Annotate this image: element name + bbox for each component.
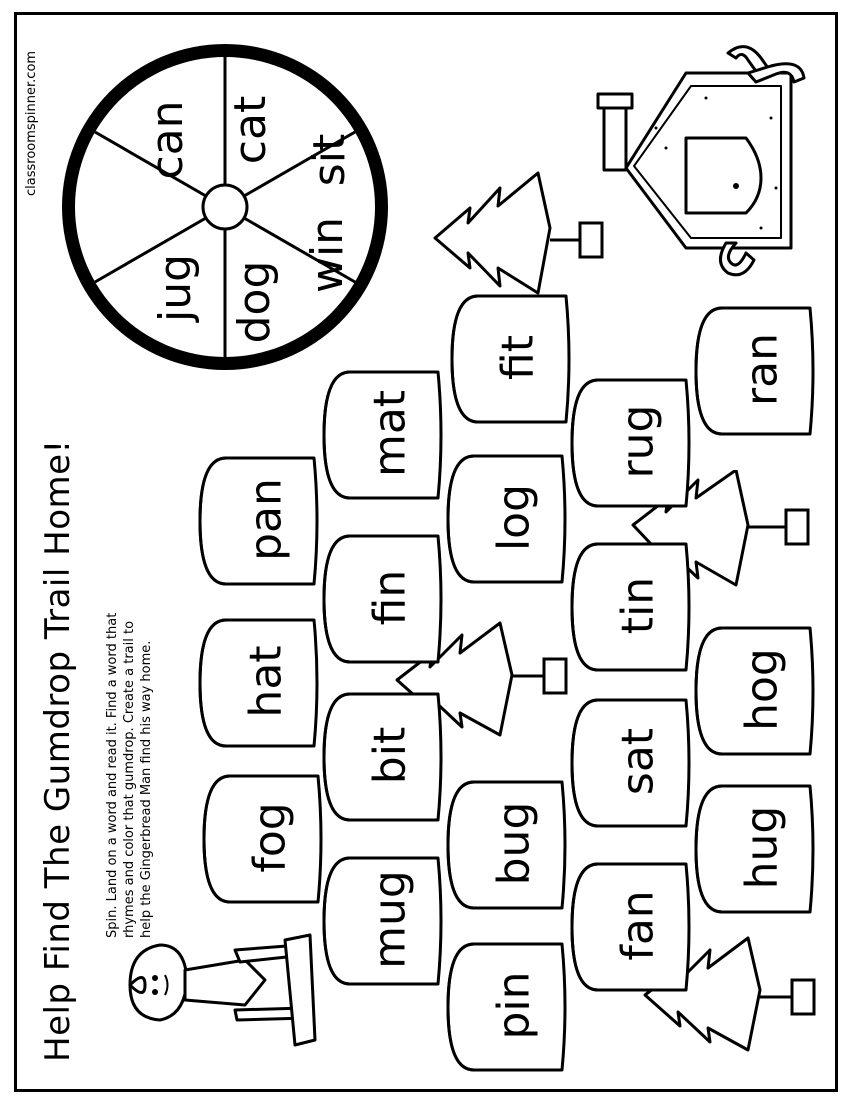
gumdrop-ran[interactable]	[692, 302, 817, 440]
gingerbread-man-sled-icon	[125, 930, 320, 1050]
gumdrop-word: pin	[488, 971, 540, 1040]
gumdrop-hat[interactable]	[196, 614, 321, 752]
gumdrop-word: fog	[244, 802, 296, 873]
gumdrop-tin[interactable]	[568, 538, 693, 676]
gumdrop-fog[interactable]	[200, 770, 325, 908]
site-credit: classroomspinner.com	[24, 50, 39, 196]
gumdrop-fin[interactable]	[320, 530, 445, 668]
gumdrop-word: mug	[364, 870, 416, 969]
spinner-word-sit: sit	[304, 133, 355, 187]
gumdrop-word: mat	[364, 389, 416, 478]
gingerbread-house-icon	[596, 38, 811, 283]
gumdrop-word: rug	[612, 404, 664, 479]
gumdrop-fit[interactable]	[448, 290, 573, 428]
gumdrop-sat[interactable]	[568, 694, 693, 832]
gumdrop-word: ran	[736, 333, 788, 406]
spinner-word-win: win	[302, 216, 353, 294]
gumdrop-word: log	[488, 483, 540, 552]
christmas-tree-icon	[430, 168, 620, 298]
gumdrop-word: tin	[612, 576, 664, 635]
gumdrop-word: hat	[240, 645, 292, 718]
gumdrop-hog[interactable]	[692, 622, 817, 760]
gumdrop-fan[interactable]	[568, 858, 693, 996]
spinner-word-can: can	[142, 100, 193, 180]
gumdrop-word: hog	[736, 648, 788, 731]
gumdrop-mug[interactable]	[320, 852, 445, 990]
gumdrop-hug[interactable]	[692, 780, 817, 918]
gumdrop-word: bit	[364, 726, 416, 785]
gumdrop-word: hug	[736, 805, 788, 890]
gumdrop-log[interactable]	[444, 450, 569, 588]
word-spinner[interactable]	[60, 40, 400, 380]
gumdrop-pin[interactable]	[444, 938, 569, 1076]
gumdrop-word: fin	[364, 569, 416, 626]
spinner-word-jug: jug	[150, 253, 201, 323]
gumdrop-bit[interactable]	[320, 688, 445, 826]
gumdrop-word: pan	[240, 478, 292, 561]
gumdrop-bug[interactable]	[444, 776, 569, 914]
spinner-word-cat: cat	[225, 95, 276, 165]
gumdrop-word: fit	[492, 335, 544, 380]
instructions-text: Spin. Land on a word and read it. Find a word that rhymes and color that gumdrop. Create a trail to help the Gingerbread Man find his way home.	[105, 612, 154, 938]
gumdrop-mat[interactable]	[320, 366, 445, 504]
gumdrop-word: fan	[612, 890, 664, 961]
gumdrop-word: sat	[612, 727, 664, 796]
gumdrop-word: bug	[488, 801, 540, 886]
page-title: Help Find The Gumdrop Trail Home!	[38, 439, 78, 1062]
gumdrop-pan[interactable]	[196, 452, 321, 590]
gumdrop-rug[interactable]	[568, 374, 693, 512]
spinner-word-dog: dog	[229, 260, 280, 344]
